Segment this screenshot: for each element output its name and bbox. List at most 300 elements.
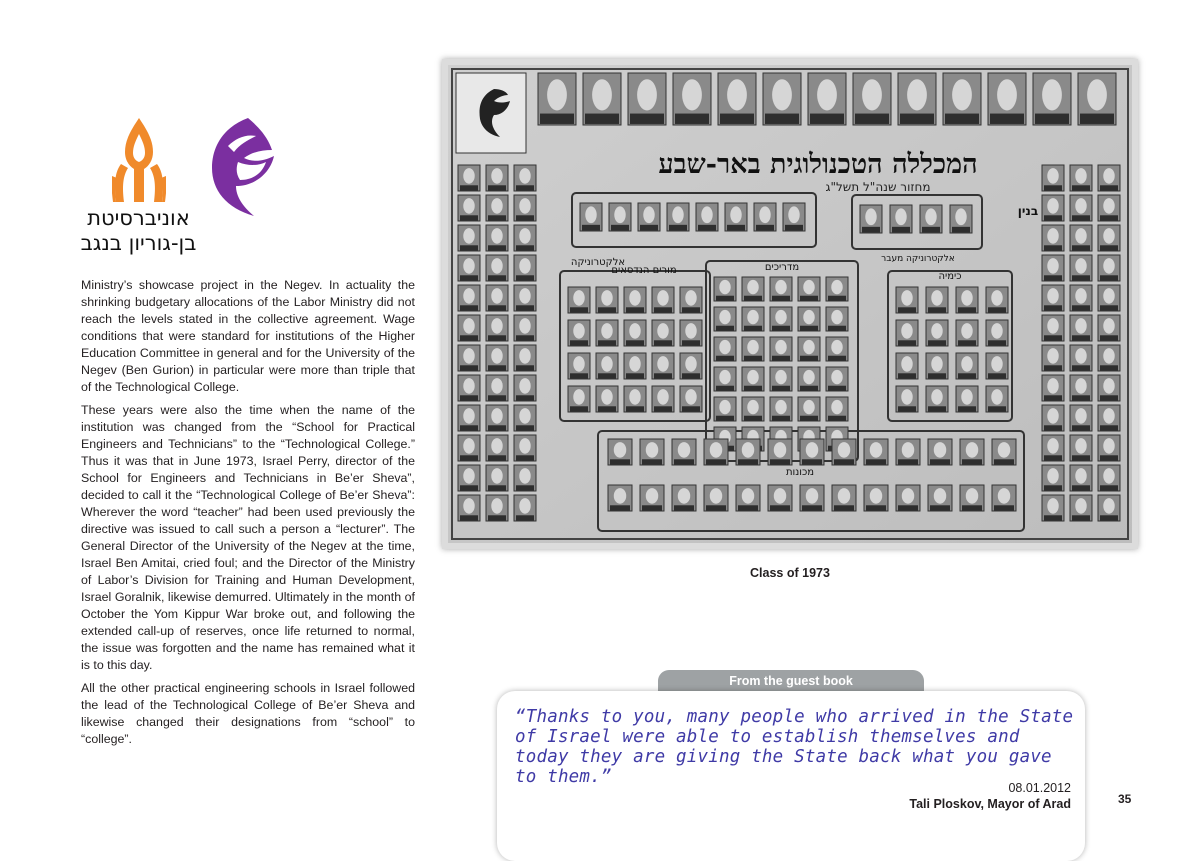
portrait-shoulders xyxy=(744,326,762,331)
portrait-shoulders xyxy=(958,373,976,378)
portrait-face xyxy=(747,400,758,414)
portrait-face xyxy=(966,488,978,504)
portrait-shoulders xyxy=(862,227,880,233)
portrait-shoulders xyxy=(1100,485,1118,490)
portrait-face xyxy=(601,323,612,339)
portrait-face xyxy=(803,280,814,294)
portrait-face xyxy=(1047,378,1058,394)
portrait-face xyxy=(1075,168,1086,184)
portrait-face xyxy=(463,168,474,184)
portrait-shoulders xyxy=(958,406,976,411)
portrait-face xyxy=(1047,198,1058,214)
portrait-shoulders xyxy=(900,114,934,124)
portrait-shoulders xyxy=(756,225,774,231)
portrait-shoulders xyxy=(1072,485,1090,490)
portrait-shoulders xyxy=(928,340,946,345)
portrait-face xyxy=(831,280,842,294)
portrait-face xyxy=(463,468,474,484)
body-text xyxy=(81,277,415,754)
portrait-face xyxy=(870,442,882,458)
paragraph: Ministry’s showcase project in the Negev. In actuality the shrinking budgetary allocations of the Labor Ministry did not reach the levels stated in the collective agreement. Wage conditions that were standard for institutions of the Higher Education Committee in general and for the University of the Negev (Ben Gurion) in particular were more than triple that of the Technological College. xyxy=(81,278,415,394)
paragraph: These years were also the time when the name of the institution was changed from the “School for Practical Engineers and Technicians” to the “Technological College.” Thus it was that in June 1973, Israel Perry, director of the School for Engineers and Technicians in Be’er Sheva”, decided to call it the “Technological College of Be’er Sheva”: Wherever the word “teacher” had been used previously the directive was issued to call such a person a “lecturer”. The General Director of the University of the Negev at the time, Israel Ben Amitai, cried foul; and the Director of the Ministry of Labor’s Division for Training and Human Development, Israel Goralnik, likewise demurred. Ultimately in the month of October the Yom Kippur War broke out, and following the extended call-up of reserves, once life returned to normal, the issue was forgotten and the name has remained what it is to this day. xyxy=(81,403,415,672)
portrait-shoulders xyxy=(928,406,946,411)
portrait-shoulders xyxy=(1100,185,1118,190)
photo-subheading: מחזור שנה"ל תשל"ג xyxy=(825,180,931,194)
portrait-shoulders xyxy=(516,335,534,340)
portrait-shoulders xyxy=(642,505,662,510)
portrait-shoulders xyxy=(598,307,616,312)
portrait-face xyxy=(1103,168,1114,184)
portrait-face xyxy=(902,488,914,504)
portrait-face xyxy=(1075,228,1086,244)
portrait-face xyxy=(547,79,567,110)
portrait-shoulders xyxy=(698,225,716,231)
portrait-face xyxy=(573,389,584,405)
portrait-face xyxy=(1075,408,1086,424)
portrait-face xyxy=(931,356,942,372)
portrait-face xyxy=(1047,168,1058,184)
portrait-shoulders xyxy=(828,356,846,361)
portrait-shoulders xyxy=(744,386,762,391)
portrait-face xyxy=(463,258,474,274)
portrait-shoulders xyxy=(744,296,762,301)
group-label: אלקטרוניקה xyxy=(570,257,626,268)
portrait-shoulders xyxy=(626,373,644,378)
portrait-shoulders xyxy=(1044,395,1062,400)
group-label: מדריכים xyxy=(764,262,800,273)
portrait-shoulders xyxy=(1044,185,1062,190)
portrait-shoulders xyxy=(988,340,1006,345)
portrait-face xyxy=(519,498,530,514)
photo-heading: המכללה הטכנולוגית באר-שבע xyxy=(658,149,978,180)
portrait-face xyxy=(1075,258,1086,274)
group-label: מורים הנדסאים xyxy=(611,265,677,276)
portrait-shoulders xyxy=(834,505,854,510)
portrait-shoulders xyxy=(800,326,818,331)
portrait-face xyxy=(614,206,625,223)
portrait-face xyxy=(803,340,814,354)
portrait-face xyxy=(463,408,474,424)
portrait-shoulders xyxy=(922,227,940,233)
portrait-shoulders xyxy=(611,225,629,231)
portrait-shoulders xyxy=(610,459,630,464)
portrait-face xyxy=(1075,438,1086,454)
portrait-face xyxy=(710,442,722,458)
portrait-face xyxy=(925,208,936,225)
portrait-face xyxy=(1075,348,1086,364)
class-photo xyxy=(448,65,1132,543)
portrait-shoulders xyxy=(1044,485,1062,490)
portrait-face xyxy=(774,488,786,504)
portrait-shoulders xyxy=(990,114,1024,124)
portrait-face xyxy=(519,168,530,184)
portrait-face xyxy=(803,400,814,414)
portrait-face xyxy=(1047,318,1058,334)
portrait-shoulders xyxy=(1072,335,1090,340)
portrait-face xyxy=(1047,438,1058,454)
portrait-shoulders xyxy=(669,225,687,231)
portrait-face xyxy=(719,370,730,384)
portrait-shoulders xyxy=(654,307,672,312)
technological-college-logo-icon xyxy=(208,116,278,218)
portrait-face xyxy=(491,408,502,424)
portrait-shoulders xyxy=(654,406,672,411)
portrait-shoulders xyxy=(1100,365,1118,370)
portrait-shoulders xyxy=(674,505,694,510)
portrait-face xyxy=(685,356,696,372)
portrait-face xyxy=(1087,79,1107,110)
portrait-face xyxy=(463,378,474,394)
portrait-face xyxy=(1103,348,1114,364)
portrait-shoulders xyxy=(994,459,1014,464)
portrait-face xyxy=(870,488,882,504)
portrait-face xyxy=(730,206,741,223)
portrait-shoulders xyxy=(682,340,700,345)
portrait-shoulders xyxy=(488,335,506,340)
portrait-shoulders xyxy=(488,185,506,190)
portrait-shoulders xyxy=(488,515,506,520)
portrait-face xyxy=(806,442,818,458)
portrait-shoulders xyxy=(1072,215,1090,220)
portrait-shoulders xyxy=(460,305,478,310)
portrait-shoulders xyxy=(828,296,846,301)
portrait-face xyxy=(491,288,502,304)
portrait-face xyxy=(902,442,914,458)
portrait-shoulders xyxy=(1072,185,1090,190)
portrait-face xyxy=(1075,498,1086,514)
portrait-face xyxy=(491,228,502,244)
portrait-shoulders xyxy=(800,356,818,361)
portrait-face xyxy=(519,288,530,304)
portrait-face xyxy=(991,323,1002,339)
portrait-shoulders xyxy=(626,307,644,312)
portrait-shoulders xyxy=(828,326,846,331)
portrait-face xyxy=(1103,468,1114,484)
portrait-shoulders xyxy=(1035,114,1069,124)
portrait-shoulders xyxy=(460,515,478,520)
portrait-face xyxy=(727,79,747,110)
portrait-face xyxy=(573,323,584,339)
portrait-shoulders xyxy=(1072,365,1090,370)
portrait-shoulders xyxy=(654,373,672,378)
portrait-shoulders xyxy=(706,459,726,464)
portrait-face xyxy=(1047,498,1058,514)
portrait-face xyxy=(817,79,837,110)
guestbook-tab: From the guest book xyxy=(658,670,924,692)
logos-block xyxy=(76,112,296,257)
portrait-shoulders xyxy=(898,340,916,345)
portrait-face xyxy=(747,280,758,294)
portrait-shoulders xyxy=(640,225,658,231)
portrait-shoulders xyxy=(516,395,534,400)
portrait-face xyxy=(685,290,696,306)
portrait-shoulders xyxy=(785,225,803,231)
portrait-shoulders xyxy=(626,406,644,411)
portrait-face xyxy=(997,79,1017,110)
portrait-face xyxy=(901,323,912,339)
portrait-shoulders xyxy=(675,114,709,124)
portrait-shoulders xyxy=(928,307,946,312)
portrait-face xyxy=(806,488,818,504)
portrait-shoulders xyxy=(488,395,506,400)
portrait-face xyxy=(685,389,696,405)
portrait-shoulders xyxy=(1072,305,1090,310)
portrait-shoulders xyxy=(570,373,588,378)
portrait-face xyxy=(491,258,502,274)
close-quote-mark: ” xyxy=(600,767,612,787)
portrait-face xyxy=(1103,438,1114,454)
portrait-shoulders xyxy=(1072,275,1090,280)
portrait-shoulders xyxy=(1100,425,1118,430)
portrait-face xyxy=(463,318,474,334)
portrait-shoulders xyxy=(610,505,630,510)
portrait-face xyxy=(573,290,584,306)
portrait-face xyxy=(803,310,814,324)
portrait-face xyxy=(614,442,626,458)
portrait-face xyxy=(961,290,972,306)
portrait-face xyxy=(1075,468,1086,484)
group-label: מכונות xyxy=(785,467,815,478)
portrait-face xyxy=(601,290,612,306)
portrait-shoulders xyxy=(892,227,910,233)
portrait-shoulders xyxy=(488,215,506,220)
portrait-shoulders xyxy=(744,356,762,361)
portrait-shoulders xyxy=(488,275,506,280)
portrait-face xyxy=(838,442,850,458)
portrait-face xyxy=(519,318,530,334)
portrait-shoulders xyxy=(772,326,790,331)
portrait-shoulders xyxy=(988,406,1006,411)
portrait-shoulders xyxy=(516,365,534,370)
portrait-face xyxy=(775,340,786,354)
portrait-face xyxy=(601,389,612,405)
portrait-face xyxy=(1047,288,1058,304)
portrait-face xyxy=(614,488,626,504)
guestbook-quote xyxy=(515,707,1077,787)
portrait-face xyxy=(952,79,972,110)
portrait-shoulders xyxy=(1072,515,1090,520)
portrait-face xyxy=(747,310,758,324)
portrait-shoulders xyxy=(744,416,762,421)
portrait-shoulders xyxy=(1100,245,1118,250)
portrait-shoulders xyxy=(570,406,588,411)
portrait-face xyxy=(629,323,640,339)
portrait-face xyxy=(991,290,1002,306)
portrait-face xyxy=(1042,79,1062,110)
portrait-shoulders xyxy=(772,416,790,421)
portrait-shoulders xyxy=(1044,335,1062,340)
portrait-shoulders xyxy=(582,225,600,231)
portrait-shoulders xyxy=(460,455,478,460)
portrait-face xyxy=(1047,348,1058,364)
portrait-shoulders xyxy=(727,225,745,231)
portrait-shoulders xyxy=(738,505,758,510)
portrait-face xyxy=(803,370,814,384)
portrait-shoulders xyxy=(598,340,616,345)
portrait-shoulders xyxy=(898,373,916,378)
portrait-face xyxy=(961,356,972,372)
portrait-shoulders xyxy=(952,227,970,233)
portrait-face xyxy=(719,340,730,354)
portrait-face xyxy=(1103,408,1114,424)
portrait-shoulders xyxy=(898,459,918,464)
portrait-shoulders xyxy=(516,305,534,310)
portrait-shoulders xyxy=(800,386,818,391)
portrait-shoulders xyxy=(682,373,700,378)
portrait-shoulders xyxy=(706,505,726,510)
portrait-face xyxy=(491,468,502,484)
portrait-shoulders xyxy=(488,455,506,460)
portrait-shoulders xyxy=(828,386,846,391)
portrait-shoulders xyxy=(1044,305,1062,310)
portrait-shoulders xyxy=(1044,275,1062,280)
portrait-shoulders xyxy=(716,296,734,301)
portrait-shoulders xyxy=(630,114,664,124)
portrait-face xyxy=(934,442,946,458)
portrait-face xyxy=(519,258,530,274)
portrait-shoulders xyxy=(516,515,534,520)
portrait-shoulders xyxy=(682,406,700,411)
portrait-face xyxy=(701,206,712,223)
portrait-face xyxy=(774,442,786,458)
portrait-shoulders xyxy=(898,406,916,411)
portrait-shoulders xyxy=(570,307,588,312)
portrait-shoulders xyxy=(1044,455,1062,460)
portrait-face xyxy=(966,442,978,458)
portrait-shoulders xyxy=(460,365,478,370)
portrait-shoulders xyxy=(716,356,734,361)
page-number: 35 xyxy=(1118,792,1132,806)
portrait-face xyxy=(1047,228,1058,244)
portrait-shoulders xyxy=(626,340,644,345)
portrait-shoulders xyxy=(460,425,478,430)
portrait-shoulders xyxy=(488,245,506,250)
portrait-shoulders xyxy=(716,326,734,331)
portrait-shoulders xyxy=(770,505,790,510)
portrait-face xyxy=(629,290,640,306)
portrait-face xyxy=(657,356,668,372)
portrait-shoulders xyxy=(765,114,799,124)
portrait-face xyxy=(519,468,530,484)
portrait-face xyxy=(901,356,912,372)
portrait-face xyxy=(519,408,530,424)
portrait-face xyxy=(1075,198,1086,214)
portrait-face xyxy=(901,290,912,306)
portrait-face xyxy=(657,290,668,306)
portrait-face xyxy=(747,370,758,384)
portrait-shoulders xyxy=(770,459,790,464)
portrait-face xyxy=(682,79,702,110)
university-name xyxy=(76,206,201,256)
portrait-face xyxy=(1047,468,1058,484)
portrait-face xyxy=(1047,258,1058,274)
portrait-face xyxy=(998,442,1010,458)
portrait-face xyxy=(831,370,842,384)
portrait-shoulders xyxy=(1072,455,1090,460)
portrait-face xyxy=(657,389,668,405)
portrait-face xyxy=(1103,498,1114,514)
portrait-face xyxy=(491,438,502,454)
guestbook-author: Tali Ploskov, Mayor of Arad xyxy=(909,797,1071,811)
portrait-face xyxy=(643,206,654,223)
portrait-face xyxy=(955,208,966,225)
portrait-shoulders xyxy=(488,305,506,310)
portrait-shoulders xyxy=(674,459,694,464)
portrait-face xyxy=(961,389,972,405)
portrait-shoulders xyxy=(460,185,478,190)
portrait-shoulders xyxy=(1044,365,1062,370)
portrait-shoulders xyxy=(930,505,950,510)
portrait-shoulders xyxy=(928,373,946,378)
portrait-face xyxy=(629,356,640,372)
portrait-shoulders xyxy=(654,340,672,345)
portrait-face xyxy=(742,488,754,504)
portrait-shoulders xyxy=(962,505,982,510)
portrait-shoulders xyxy=(828,416,846,421)
portrait-face xyxy=(1075,288,1086,304)
portrait-shoulders xyxy=(898,505,918,510)
portrait-face xyxy=(991,356,1002,372)
portrait-shoulders xyxy=(866,505,886,510)
ben-gurion-university-logo-icon xyxy=(112,116,166,204)
portrait-shoulders xyxy=(1044,425,1062,430)
portrait-shoulders xyxy=(516,185,534,190)
portrait-face xyxy=(775,400,786,414)
portrait-face xyxy=(831,340,842,354)
portrait-shoulders xyxy=(988,373,1006,378)
portrait-face xyxy=(519,438,530,454)
portrait-shoulders xyxy=(516,275,534,280)
portrait-shoulders xyxy=(570,340,588,345)
portrait-shoulders xyxy=(898,307,916,312)
paragraph: All the other practical engineering schools in Israel followed the lead of the Technological College of Be’er Sheva and likewise changed their designations from “school” to “college”. xyxy=(81,681,415,746)
portrait-shoulders xyxy=(962,459,982,464)
portrait-shoulders xyxy=(1044,215,1062,220)
portrait-face xyxy=(678,442,690,458)
portrait-face xyxy=(585,206,596,223)
portrait-shoulders xyxy=(716,386,734,391)
portrait-face xyxy=(934,488,946,504)
portrait-face xyxy=(601,356,612,372)
portrait-shoulders xyxy=(1100,335,1118,340)
portrait-shoulders xyxy=(1080,114,1114,124)
portrait-face xyxy=(747,340,758,354)
portrait-shoulders xyxy=(810,114,844,124)
portrait-shoulders xyxy=(866,459,886,464)
portrait-face xyxy=(463,498,474,514)
portrait-shoulders xyxy=(772,386,790,391)
portrait-shoulders xyxy=(855,114,889,124)
portrait-shoulders xyxy=(1100,275,1118,280)
portrait-face xyxy=(931,389,942,405)
photo-caption: Class of 1973 xyxy=(750,566,830,580)
portrait-shoulders xyxy=(1100,455,1118,460)
portrait-shoulders xyxy=(585,114,619,124)
portrait-face xyxy=(1103,288,1114,304)
portrait-shoulders xyxy=(716,416,734,421)
group-label: בנין xyxy=(1017,204,1039,218)
portrait-face xyxy=(463,348,474,364)
portrait-face xyxy=(491,378,502,394)
portrait-face xyxy=(519,228,530,244)
portrait-shoulders xyxy=(460,335,478,340)
portrait-shoulders xyxy=(460,485,478,490)
portrait-shoulders xyxy=(488,365,506,370)
portrait-face xyxy=(637,79,657,110)
portrait-face xyxy=(991,389,1002,405)
portrait-face xyxy=(463,228,474,244)
portrait-face xyxy=(1075,318,1086,334)
